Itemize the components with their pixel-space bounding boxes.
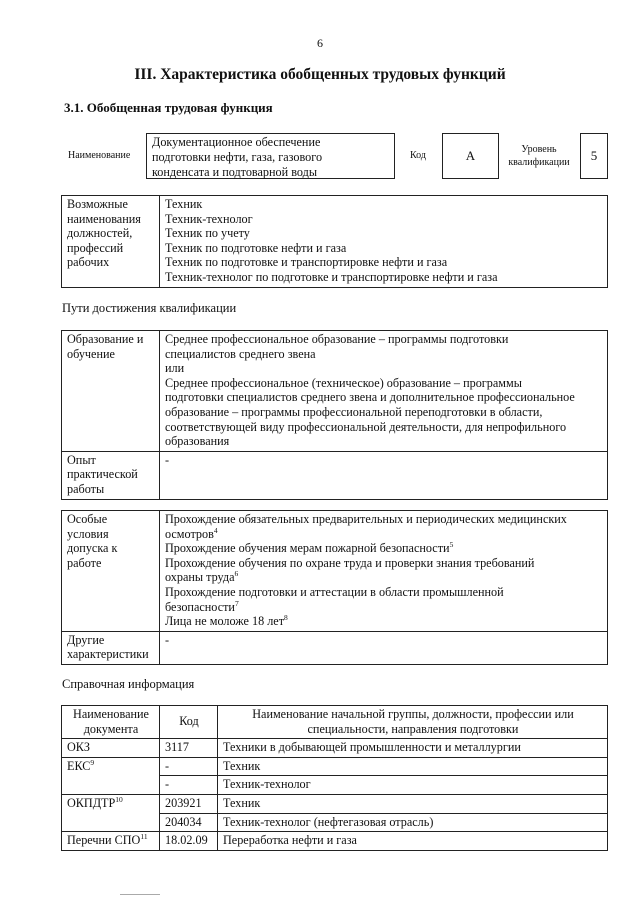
admission-label-line: условия [67, 526, 109, 541]
header-doc-cell [62, 706, 160, 739]
level-label-line: Уровень [521, 144, 557, 155]
education-label-cell [62, 331, 160, 452]
admission-label-line: работе [67, 555, 102, 570]
level-label-line: квалификации [508, 157, 570, 168]
name-cell: Техник [218, 794, 608, 813]
name-cell: Техники в добывающей промышленности и металлургии [218, 739, 608, 758]
position-item: Техник по подготовке и транспортировке нефти и газа [165, 255, 448, 270]
header-code-cell: Код [160, 706, 218, 739]
footnote-ref: 6 [234, 569, 239, 579]
footnote-ref: 9 [90, 757, 95, 767]
doc-name: ОКЗ [67, 740, 91, 755]
level-label [503, 143, 575, 169]
admission-line-text: Прохождение подготовки и аттестации в области промышленной [165, 584, 504, 599]
education-line: соответствующей виду профессиональной деятельности, для непрофильного [165, 419, 567, 434]
admission-line [165, 556, 603, 571]
admission-line [165, 614, 603, 629]
function-name-line: конденсата и подтоварной воды [152, 165, 318, 179]
doc-cell [62, 739, 160, 758]
positions-label-line: профессий [67, 240, 124, 255]
other-value-cell: - [160, 631, 608, 664]
doc-cell [62, 757, 160, 794]
footnote-ref: 8 [284, 613, 288, 623]
admission-line [165, 570, 603, 585]
footnote-ref: 7 [234, 598, 239, 608]
footnote-ref: 4 [213, 525, 218, 535]
position-item: Техник по подготовке нефти и газа [165, 240, 347, 255]
header-name-cell [218, 706, 608, 739]
admission-label-line: Особые [67, 512, 108, 526]
name-cell: Техник-технолог (нефтегазовая отрасль) [218, 813, 608, 832]
table-row [62, 739, 608, 758]
admission-line-text: Прохождение обучения мерам пожарной безопасности [165, 541, 450, 556]
experience-label-cell [62, 451, 160, 499]
doc-name: ОКПДТР [67, 795, 116, 810]
other-label-cell [62, 631, 160, 664]
other-label-line: Другие [67, 632, 105, 647]
code-cell: 3117 [160, 739, 218, 758]
education-text-cell [160, 331, 608, 452]
education-line: подготовки специалистов среднего звена и дополнительное профессиональное [165, 390, 575, 405]
doc-name: ЕКС [67, 758, 91, 773]
doc-cell [62, 794, 160, 831]
positions-table [61, 195, 608, 288]
experience-label-line: практической [67, 467, 138, 482]
admission-line-text: Прохождение обучения по охране труда и проверки знания требований [165, 555, 535, 570]
education-table [61, 330, 608, 500]
header-name-line: Наименование начальной группы, должности, профессии или [252, 707, 574, 721]
admission-line-text: безопасности [165, 599, 235, 614]
table-row [62, 757, 608, 776]
code-cell: - [160, 757, 218, 776]
positions-label-line: рабочих [67, 255, 110, 270]
other-label-line: характеристики [67, 647, 149, 662]
admission-line [165, 512, 603, 527]
admission-line-text: Прохождение обязательных предварительных и периодических медицинских [165, 512, 567, 526]
code-cell: - [160, 776, 218, 795]
doc-name: Перечни СПО [67, 833, 141, 848]
education-line: Среднее профессиональное (техническое) образование – программы [165, 375, 522, 390]
header-doc-line: Наименование [73, 707, 149, 721]
admission-text-cell [160, 511, 608, 632]
position-item: Техник-технолог [165, 211, 253, 226]
admission-line [165, 527, 603, 542]
code-cell: 204034 [160, 813, 218, 832]
experience-label-line: работы [67, 481, 105, 496]
admission-line [165, 600, 603, 615]
positions-list-cell [160, 196, 608, 288]
positions-label-line: Возможные [67, 197, 128, 211]
experience-label-line: Опыт [67, 452, 96, 467]
function-name-line: Документационное обеспечение [152, 135, 321, 149]
education-line: образования [165, 434, 230, 449]
function-name-line: подготовки нефти, газа, газового [152, 150, 323, 164]
code-cell: 18.02.09 [160, 832, 218, 851]
name-label: Наименование [68, 150, 131, 161]
education-line: образование – программы профессиональной переподготовки в области, [165, 404, 543, 419]
admission-line-text: Лица не моложе 18 лет [165, 614, 285, 629]
footnote-ref: 5 [449, 540, 454, 550]
education-line: или [165, 361, 185, 376]
name-cell: Техник [218, 757, 608, 776]
admission-label-cell [62, 511, 160, 632]
footnote-ref: 10 [115, 794, 123, 804]
paths-title: Пути достижения квалификации [62, 301, 237, 315]
name-cell: Техник-технолог [218, 776, 608, 795]
code-label: Код [410, 150, 426, 161]
footnote-ref: 11 [140, 832, 148, 842]
position-item: Техник по учету [165, 226, 250, 241]
admission-line [165, 585, 603, 600]
positions-label-line: должностей, [67, 226, 133, 241]
header-doc-line: документа [83, 721, 139, 736]
education-label-line: обучение [67, 346, 115, 361]
table-row [62, 832, 608, 851]
education-label-line: Образование и [67, 332, 144, 346]
positions-label-line: наименования [67, 211, 141, 226]
table-row [62, 794, 608, 813]
position-item: Техник [165, 197, 203, 211]
position-item: Техник-технолог по подготовке и транспортировке нефти и газа [165, 269, 498, 284]
education-line: специалистов среднего звена [165, 346, 316, 361]
code-cell: 203921 [160, 794, 218, 813]
admission-line-text: осмотров [165, 526, 214, 541]
experience-value-cell: - [160, 451, 608, 499]
reference-header-row [62, 706, 608, 739]
admission-table [61, 510, 608, 665]
function-name-box [146, 133, 395, 179]
admission-line-text: охраны труда [165, 570, 235, 585]
admission-line [165, 541, 603, 556]
page-number: 6 [317, 36, 323, 50]
reference-title: Справочная информация [62, 677, 195, 691]
subsection-title: 3.1. Обобщенная трудовая функция [64, 100, 273, 115]
positions-label-cell [62, 196, 160, 288]
section-title: III. Характеристика обобщенных трудовых функций [134, 66, 506, 83]
admission-label-line: допуска к [67, 541, 118, 556]
level-value-box: 5 [580, 133, 608, 179]
code-value-box: А [442, 133, 499, 179]
footnote-separator [120, 894, 160, 895]
header-name-line: специальности, направления подготовки [307, 721, 519, 736]
education-line: Среднее профессиональное образование – программы подготовки [165, 332, 509, 346]
reference-table [61, 705, 608, 851]
doc-cell [62, 832, 160, 851]
name-cell: Переработка нефти и газа [218, 832, 608, 851]
